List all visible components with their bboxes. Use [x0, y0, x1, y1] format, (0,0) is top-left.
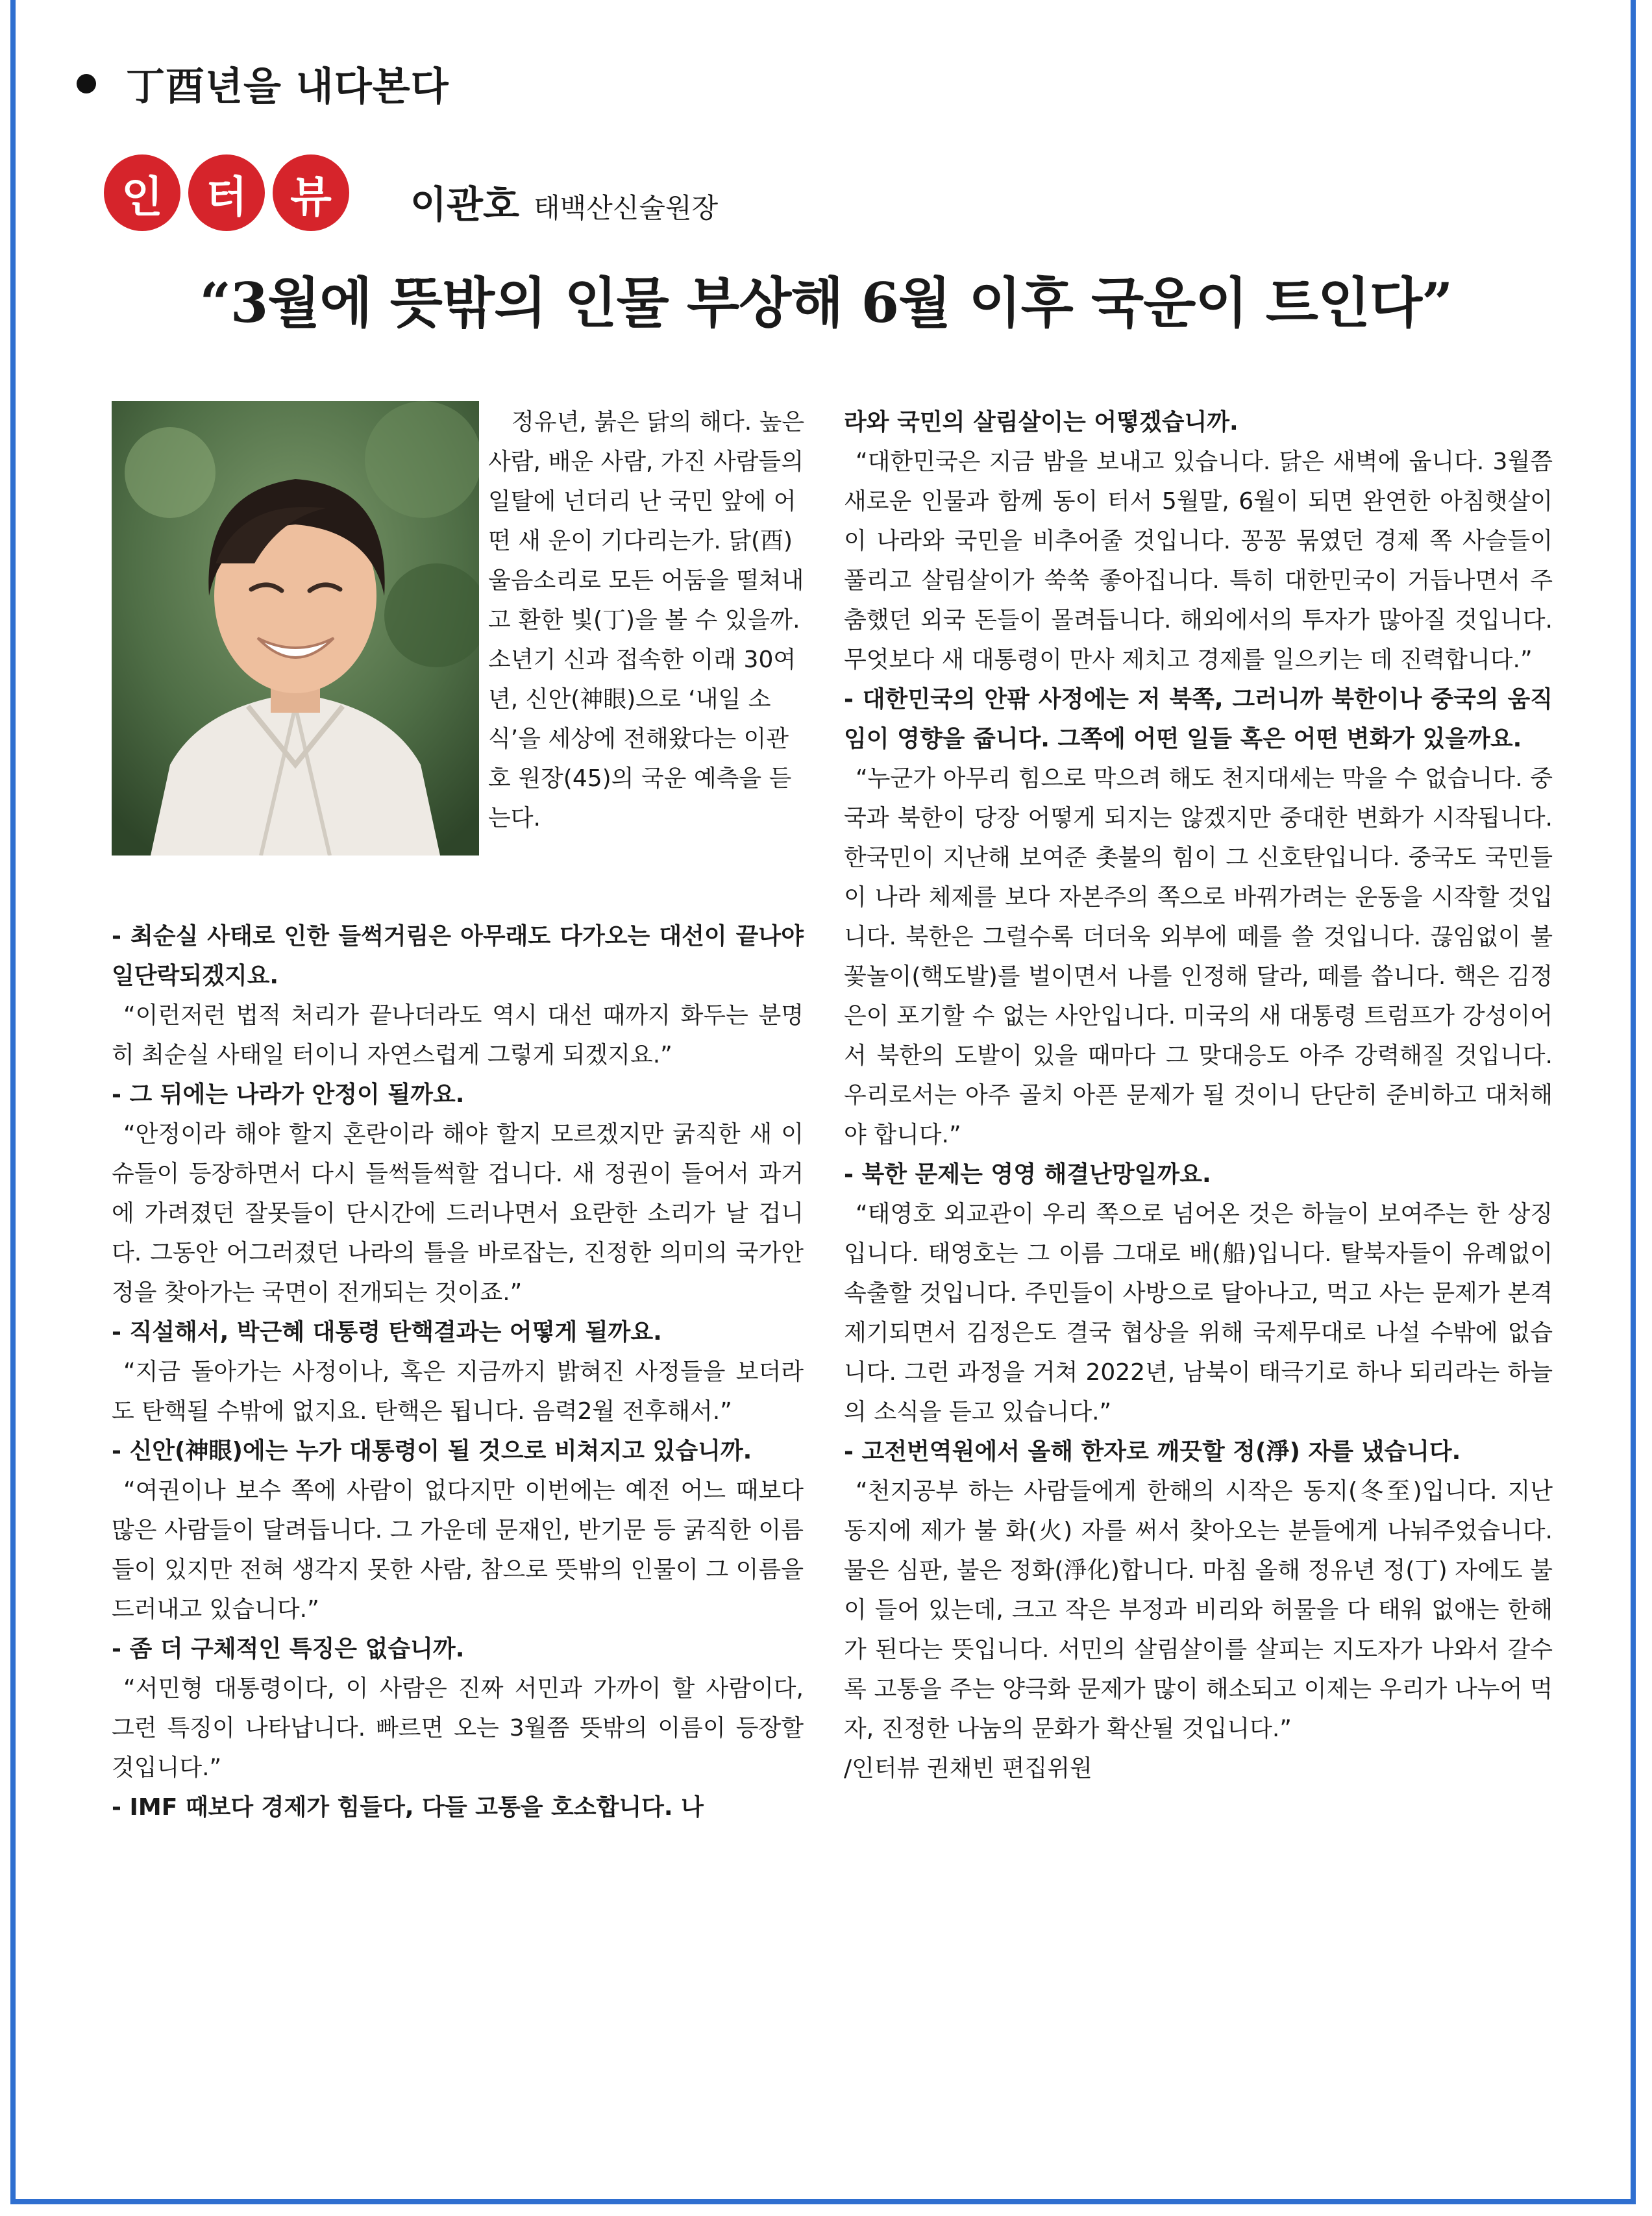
interviewee	[410, 174, 718, 228]
question: - 신안(神眼)에는 누가 대통령이 될 것으로 비쳐지고 있습니까.	[112, 1438, 752, 1464]
bullet-icon	[77, 74, 96, 93]
left-column	[112, 917, 804, 1827]
badge-char: 뷰	[273, 154, 349, 231]
interviewee-name: 이관호	[410, 182, 520, 227]
answer: “여권이나 보수 쪽에 사람이 없다지만 이번에는 예전 어느 때보다 많은 사람들이 달려듭니다. 그 가운데 문재인, 반기문 등 굵직한 이름들이 있지만 전혀 생각지 못한 사람, 참으로 뜻밖의 인물이 그 이름을 드러내고 있습니다.”	[112, 1477, 804, 1623]
question: - 대한민국의 안팎 사정에는 저 북쪽, 그러니까 북한이나 중국의 움직임이 영향을 줍니다. 그쪽에 어떤 일들 혹은 어떤 변화가 있을까요.	[844, 686, 1553, 752]
interviewee-role: 태백산신술원장	[534, 192, 719, 224]
question-start: - IMF 때보다 경제가 힘들다, 다들 고통을 호소합니다. 나	[112, 1794, 704, 1821]
answer: “대한민국은 지금 밤을 보내고 있습니다. 닭은 새벽에 웁니다. 3월쯤 새로운 인물과 함께 동이 터서 5월말, 6월이 되면 완연한 아침햇살이 이 나라와 국민을 비추어줄 것입니다. 꽁꽁 묶였던 경제 쪽 사슬들이 풀리고 살림살이가 쑥쑥 좋아집니다. 특히 대한민국이 거듭나면서 주춤했던 외국 돈들이 몰려듭니다. 해외에서의 투자가 많아질 것입니다. 무엇보다 새 대통령이 만사 제치고 경제를 일으키는 데 진력합니다.”	[844, 449, 1553, 673]
interviewee-photo	[112, 401, 479, 856]
answer: “누군가 아무리 힘으로 막으려 해도 천지대세는 막을 수 없습니다. 중국과 북한이 당장 어떻게 되지는 않겠지만 중대한 변화가 시작됩니다. 한국민이 지난해 보여준 촛불의 힘이 그 신호탄입니다. 중국도 국민들이 나라 체제를 보다 자본주의 쪽으로 바꿔가려는 운동을 시작할 것입니다. 북한은 그럴수록 더더욱 외부에 떼를 쓸 것입니다. 끊임없이 불꽃놀이(핵도발)를 벌이면서 나를 인정해 달라, 떼를 씁니다. 핵은 김정은이 포기할 수 없는 사안입니다. 미국의 새 대통령 트럼프가 강성이어서 북한의 도발이 있을 때마다 그 맞대응도 아주 강력해질 것입니다. 우리로서는 아주 골치 아픈 문제가 될 것이니 단단히 준비하고 대처해야 합니다.”	[844, 765, 1553, 1148]
badge-char: 인	[104, 154, 180, 231]
answer: “이런저런 법적 처리가 끝나더라도 역시 대선 때까지 화두는 분명히 최순실 사태일 터이니 자연스럽게 그렇게 되겠지요.”	[112, 1002, 804, 1068]
section-label-text: 丁酉년을 내다본다	[126, 64, 449, 110]
answer: “서민형 대통령이다, 이 사람은 진짜 서민과 가까이 할 사람이다, 그런 특징이 나타납니다. 빠르면 오는 3월쯤 뜻밖의 이름이 등장할 것입니다.”	[112, 1675, 804, 1781]
byline: /인터뷰 권채빈 편집위원	[844, 1755, 1092, 1782]
lead-paragraph: 정유년, 붉은 닭의 해다. 높은 사람, 배운 사람, 가진 사람들의 일탈에 넌더리 난 국민 앞에 어떤 새 운이 기다리는가. 닭(酉) 울음소리로 모든 어둠을 떨쳐내고 환한 빛(丁)을 볼 수 있을까. 소년기 신과 접속한 이래 30여년, 신안(神眼)으로 ‘내일 소식’을 세상에 전해왔다는 이관호 원장(45)의 국운 예측을 듣는다.	[488, 409, 805, 831]
question: - 최순실 사태로 인한 들썩거림은 아무래도 다가오는 대선이 끝나야 일단락되겠지요.	[112, 923, 804, 989]
answer: “지금 돌아가는 사정이나, 혹은 지금까지 밝혀진 사정들을 보더라도 탄핵될 수밖에 없지요. 탄핵은 됩니다. 음력2월 전후해서.”	[112, 1359, 804, 1425]
right-column	[844, 402, 1553, 1788]
question: - 그 뒤에는 나라가 안정이 될까요.	[112, 1081, 465, 1108]
question: - 직설해서, 박근혜 대통령 탄핵결과는 어떻게 될까요.	[112, 1319, 662, 1346]
answer: “태영호 외교관이 우리 쪽으로 넘어온 것은 하늘이 보여주는 한 상징입니다. 태영호는 그 이름 그대로 배(船)입니다. 탈북자들이 유례없이 속출할 것입니다. 주민들이 사방으로 달아나고, 먹고 사는 문제가 본격 제기되면서 김정은도 결국 협상을 위해 국제무대로 나설 수밖에 없습니다. 그런 과정을 거쳐 2022년, 남북이 태극기로 하나 되리라는 하늘의 소식을 듣고 있습니다.”	[844, 1201, 1553, 1425]
interview-badge	[104, 154, 349, 231]
question: - 고전번역원에서 올해 한자로 깨끗할 정(淨) 자를 냈습니다.	[844, 1438, 1461, 1465]
question: - 좀 더 구체적인 특징은 없습니까.	[112, 1636, 465, 1662]
question: - 북한 문제는 영영 해결난망일까요.	[844, 1161, 1211, 1188]
answer: “안정이라 해야 할지 혼란이라 해야 할지 모르겠지만 굵직한 새 이슈들이 등장하면서 다시 들썩들썩할 겁니다. 새 정권이 들어서 과거에 가려졌던 잘못들이 단시간에 드러나면서 요란한 소리가 날 겁니다. 그동안 어그러졌던 나라의 틀을 바로잡는, 진정한 의미의 국가안정을 찾아가는 국면이 전개되는 것이죠.”	[112, 1121, 804, 1306]
question-continued: 라와 국민의 살림살이는 어떻겠습니까.	[844, 409, 1239, 436]
headline: “3월에 뜻밖의 인물 부상해 6월 이후 국운이 트인다”	[199, 271, 1453, 335]
portrait-image	[112, 401, 479, 856]
section-label	[77, 56, 449, 112]
badge-char: 터	[188, 154, 265, 231]
answer: “천지공부 하는 사람들에게 한해의 시작은 동지(冬至)입니다. 지난 동지에 제가 불 화(火) 자를 써서 찾아오는 분들에게 나눠주었습니다. 물은 심판, 불은 정화(淨化)합니다. 마침 올해 정유년 정(丁) 자에도 불이 들어 있는데, 크고 작은 부정과 비리와 허물을 다 태워 없애는 한해가 된다는 뜻입니다. 서민의 살림살이를 살피는 지도자가 나와서 갈수록 고통을 주는 양극화 문제가 많이 해소되고 이제는 우리가 나누어 먹자, 진정한 나눔의 문화가 확산될 것입니다.”	[844, 1478, 1553, 1742]
